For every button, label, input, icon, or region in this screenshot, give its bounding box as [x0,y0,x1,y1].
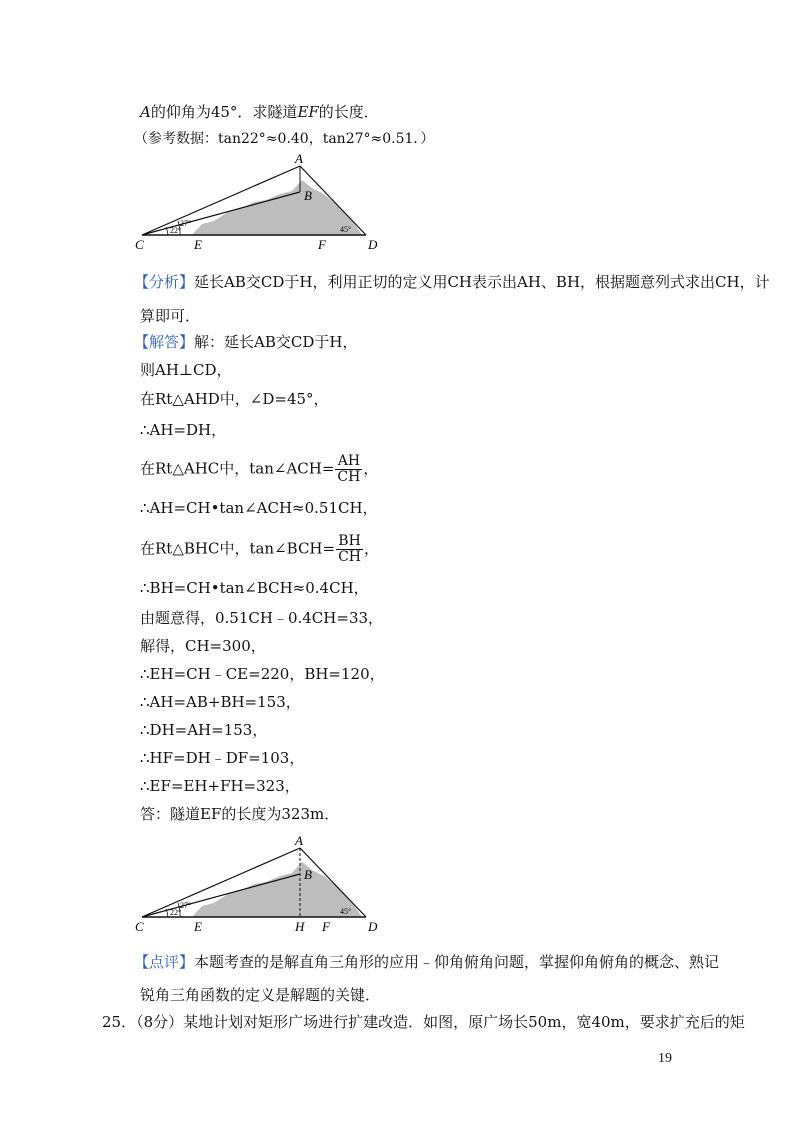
solution-line-9: 解得，CH=300， [140,637,266,655]
angle-27: 27° [180,901,192,910]
page-number: 19 [658,1051,672,1066]
comment-tag: 【点评】 [134,953,195,971]
solution-line-4: 在Rt△AHC中，tan∠ACH= $\frac{AH}{CH}$ ， [140,453,379,485]
angle-22: 22° [170,226,182,235]
label-D: D [368,237,378,252]
problem-line-1: A的仰角为45°．求隧道EF的长度． [140,103,379,121]
label-F: F [318,237,326,252]
mountain-shape [192,180,362,235]
solution-line-5: ∴AH=CH•tan∠ACH≈0.51CH， [140,499,378,517]
reference-data: （参考数据：tan22°≈0.40，tan27°≈0.51．） [134,131,435,147]
next-problem-line: 25．（8分）某地计划对矩形广场进行扩建改造．如图，原广场长50m，宽40m，要求扩充后的矩 [102,1013,745,1031]
figure-triangle-2 [134,832,384,934]
analysis-line-2: 算即可． [140,307,201,325]
label-B: B [304,188,312,203]
solution-line-11: ∴AH=AB+BH=153， [140,693,301,711]
comment-line-2: 锐角三角函数的定义是解题的关键． [140,986,381,1004]
solution-line-0: 【解答】解：延长AB交CD于H， [134,333,358,351]
label-D: D [368,919,378,934]
solution-line-2: 在Rt△AHD中，∠D=45°， [140,390,329,408]
label-E: E [194,237,202,252]
solution-line-3: ∴AH=DH， [140,421,227,439]
label-H: H [295,919,305,934]
analysis-line-1: 【分析】延长AB交CD于H，利用正切的定义用CH表示出AH、BH，根据题意列式求出CH，计 [134,273,770,291]
solution-line-10: ∴EH=CH﹣CE=220，BH=120， [140,665,385,683]
fraction-AH-CH: $\frac{AH}{CH}$ [337,453,361,485]
solution-line-12: ∴DH=AH=153， [140,721,268,739]
mountain-shape [192,862,362,917]
solution-line-13: ∴HF=DH﹣DF=103， [140,749,305,767]
label-A: A [295,151,303,166]
solution-answer: 答：隧道EF的长度为323m． [140,805,340,823]
label-C: C [135,237,144,252]
angle-45: 45° [340,907,352,916]
solution-line-14: ∴EF=EH+FH=323， [140,777,300,795]
label-F: F [322,919,330,934]
figure-triangle-1 [134,150,384,252]
solution-tag: 【解答】 [134,333,195,351]
angle-27: 27° [180,219,192,228]
label-A: A [295,833,303,848]
angle-45: 45° [340,225,352,234]
solution-line-7: ∴BH=CH•tan∠BCH≈0.4CH， [140,579,369,597]
fraction-BH-CH: $\frac{BH}{CH}$ [338,533,361,565]
angle-22: 22° [170,908,182,917]
solution-line-8: 由题意得，0.51CH﹣0.4CH=33， [140,609,384,627]
label-C: C [135,919,144,934]
comment-line-1: 【点评】本题考查的是解直角三角形的应用﹣仰角俯角问题，掌握仰角俯角的概念、熟记 [134,953,720,971]
solution-line-6: 在Rt△BHC中，tan∠BCH= $\frac{BH}{CH}$ ， [140,533,380,565]
analysis-tag: 【分析】 [134,273,195,291]
label-E: E [194,919,202,934]
label-B: B [304,867,312,882]
solution-line-1: 则AH⊥CD， [140,361,232,379]
